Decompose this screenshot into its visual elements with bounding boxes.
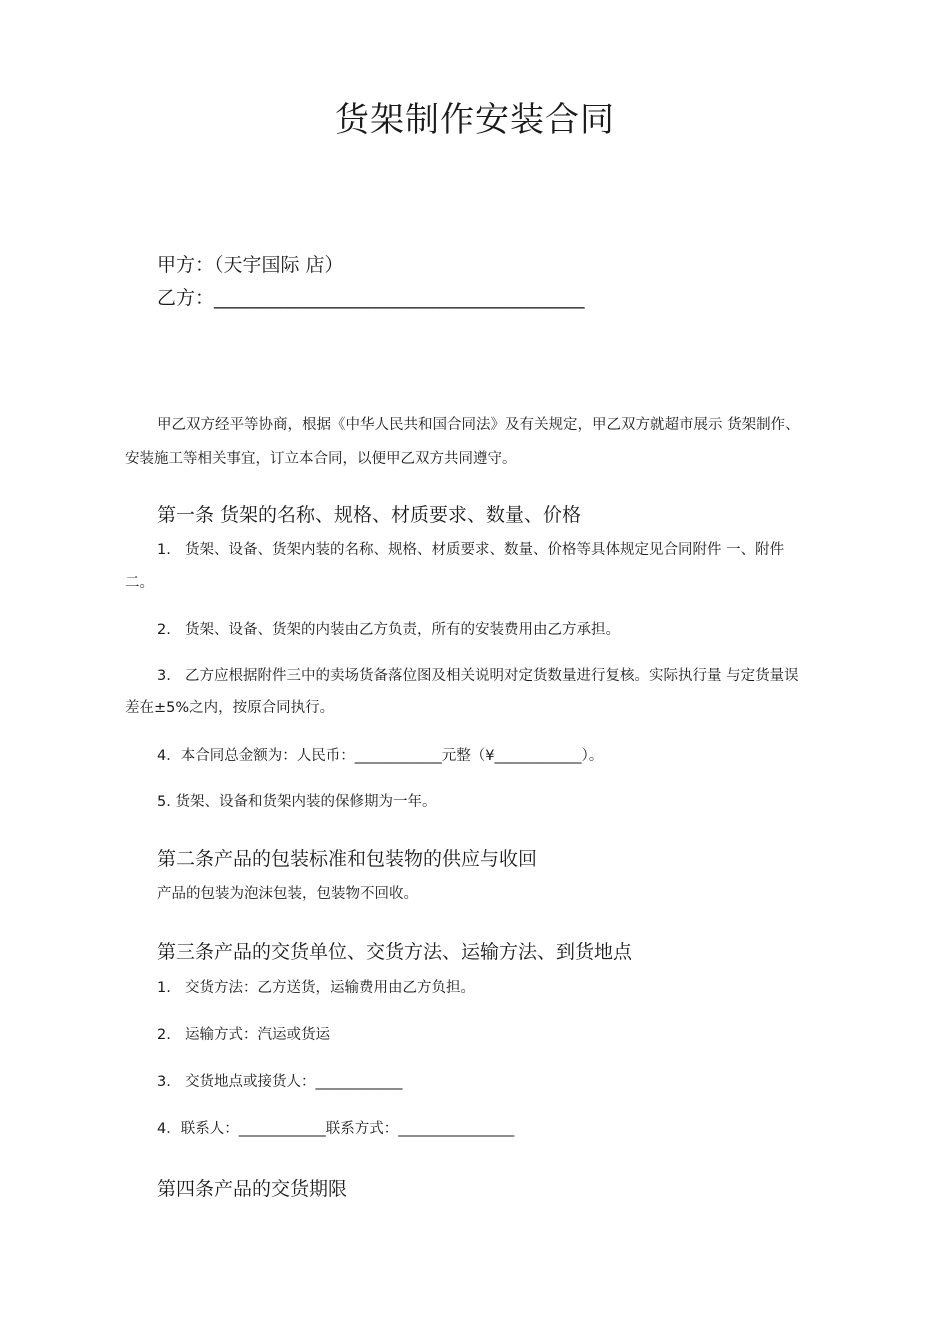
party-b (157, 283, 585, 310)
article-3-item-2 (157, 1023, 330, 1044)
party-a: 甲方：（天宇国际 店） (157, 254, 344, 276)
item-number: 3. (157, 668, 171, 684)
party-b-blank: _______________________________________ (214, 287, 585, 309)
item-text: 乙方应根据附件三中的卖场货备落位图及相关说明对定货数量进行复核。实际执行量 与定货量误 (185, 668, 799, 684)
item-text: 货架、设备、货架的内装由乙方负责，所有的安装费用由乙方承担。 (185, 622, 620, 638)
document-title: 货架制作安装合同 (335, 100, 615, 140)
party-b-label: 乙方： (157, 287, 215, 309)
article-3-item-1 (157, 976, 475, 997)
item-number: 2. (157, 622, 171, 638)
item-number: 1. (157, 542, 171, 558)
article-1-item-3-cont: 差在±5%之内，按原合同执行。 (125, 700, 335, 716)
article-2-text: 产品的包装为泡沫包装，包装物不回收。 (157, 886, 418, 902)
item-number: 3. (157, 1074, 171, 1090)
article-2-heading: 第二条产品的包装标准和包装物的供应与收回 (157, 848, 538, 870)
article-1-item-1 (157, 538, 784, 559)
item-number: 1. (157, 980, 171, 996)
article-1-heading: 第一条 货架的名称、规格、材质要求、数量、价格 (157, 504, 582, 526)
article-4-heading: 第四条产品的交货期限 (157, 1178, 348, 1200)
item-text: 货架、设备、货架内装的名称、规格、材质要求、数量、价格等具体规定见合同附件 一、附件 (185, 542, 785, 558)
article-1-item-3 (157, 664, 799, 685)
article-3-heading: 第三条产品的交货单位、交货方法、运输方法、到货地点 (157, 941, 633, 963)
article-1-item-2 (157, 618, 620, 639)
item-text: 交货地点或接货人：____________ (185, 1074, 403, 1090)
item-text: 交货方法：乙方送货，运输费用由乙方负担。 (185, 980, 475, 996)
intro-line-2: 安装施工等相关事宜，订立本合同，以便甲乙双方共同遵守。 (125, 451, 517, 467)
item-number: 2. (157, 1027, 171, 1043)
article-1-item-4: 4．本合同总金额为：人民币：____________元整（¥____________）。 (157, 748, 604, 764)
intro-line-1: 甲乙双方经平等协商，根据《中华人民共和国合同法》及有关规定，甲乙双方就超市展示 货架制作、 (157, 417, 800, 433)
article-3-item-4: 4．联系人：____________联系方式：________________ (157, 1121, 515, 1137)
article-3-item-3 (157, 1070, 403, 1091)
article-1-item-5: 5. 货架、设备和货架内装的保修期为一年。 (157, 794, 437, 810)
item-text: 运输方式：汽运或货运 (185, 1027, 330, 1043)
article-1-item-1-cont: 二。 (125, 575, 154, 591)
